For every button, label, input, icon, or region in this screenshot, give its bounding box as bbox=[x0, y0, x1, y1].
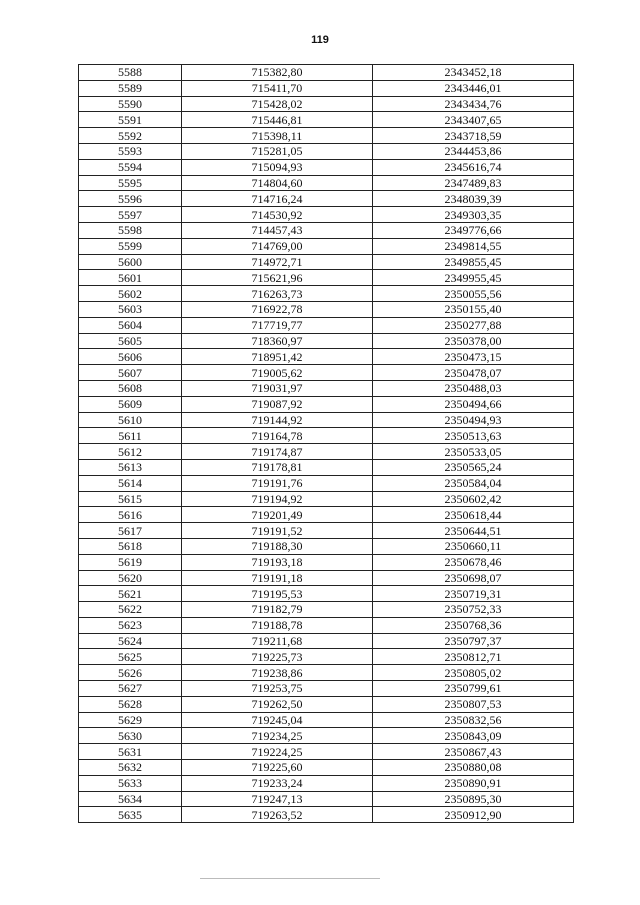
x-coordinate-cell: 719191,76 bbox=[182, 475, 373, 491]
table-row bbox=[79, 807, 574, 823]
y-coordinate-cell: 2350155,40 bbox=[373, 301, 574, 317]
table-row bbox=[79, 428, 574, 444]
x-coordinate-cell: 717719,77 bbox=[182, 317, 373, 333]
y-coordinate-cell: 2350719,31 bbox=[373, 586, 574, 602]
point-number-cell: 5611 bbox=[79, 428, 182, 444]
x-coordinate-cell: 719144,92 bbox=[182, 412, 373, 428]
table-row bbox=[79, 159, 574, 175]
y-coordinate-cell: 2343434,76 bbox=[373, 96, 574, 112]
y-coordinate-cell: 2350533,05 bbox=[373, 444, 574, 460]
point-number-cell: 5630 bbox=[79, 728, 182, 744]
point-number-cell: 5590 bbox=[79, 96, 182, 112]
point-number-cell: 5614 bbox=[79, 475, 182, 491]
point-number-cell: 5631 bbox=[79, 744, 182, 760]
point-number-cell: 5604 bbox=[79, 317, 182, 333]
y-coordinate-cell: 2350698,07 bbox=[373, 570, 574, 586]
table-row bbox=[79, 222, 574, 238]
table-row bbox=[79, 143, 574, 159]
table-row bbox=[79, 270, 574, 286]
y-coordinate-cell: 2350880,08 bbox=[373, 760, 574, 776]
point-number-cell: 5612 bbox=[79, 444, 182, 460]
table-row bbox=[79, 507, 574, 523]
x-coordinate-cell: 719225,60 bbox=[182, 760, 373, 776]
y-coordinate-cell: 2344453,86 bbox=[373, 143, 574, 159]
x-coordinate-cell: 714804,60 bbox=[182, 175, 373, 191]
coordinates-table-body bbox=[79, 65, 574, 823]
x-coordinate-cell: 714972,71 bbox=[182, 254, 373, 270]
y-coordinate-cell: 2343407,65 bbox=[373, 112, 574, 128]
point-number-cell: 5601 bbox=[79, 270, 182, 286]
x-coordinate-cell: 719174,87 bbox=[182, 444, 373, 460]
table-row bbox=[79, 791, 574, 807]
table-row bbox=[79, 775, 574, 791]
x-coordinate-cell: 718360,97 bbox=[182, 333, 373, 349]
y-coordinate-cell: 2347489,83 bbox=[373, 175, 574, 191]
y-coordinate-cell: 2350812,71 bbox=[373, 649, 574, 665]
table-row bbox=[79, 475, 574, 491]
x-coordinate-cell: 718951,42 bbox=[182, 349, 373, 365]
x-coordinate-cell: 719211,68 bbox=[182, 633, 373, 649]
table-row bbox=[79, 238, 574, 254]
y-coordinate-cell: 2350584,04 bbox=[373, 475, 574, 491]
y-coordinate-cell: 2349303,35 bbox=[373, 207, 574, 223]
x-coordinate-cell: 719201,49 bbox=[182, 507, 373, 523]
y-coordinate-cell: 2350890,91 bbox=[373, 775, 574, 791]
x-coordinate-cell: 715621,96 bbox=[182, 270, 373, 286]
point-number-cell: 5598 bbox=[79, 222, 182, 238]
y-coordinate-cell: 2349955,45 bbox=[373, 270, 574, 286]
point-number-cell: 5592 bbox=[79, 128, 182, 144]
x-coordinate-cell: 719194,92 bbox=[182, 491, 373, 507]
point-number-cell: 5635 bbox=[79, 807, 182, 823]
x-coordinate-cell: 715446,81 bbox=[182, 112, 373, 128]
table-row bbox=[79, 254, 574, 270]
point-number-cell: 5588 bbox=[79, 65, 182, 81]
y-coordinate-cell: 2348039,39 bbox=[373, 191, 574, 207]
point-number-cell: 5594 bbox=[79, 159, 182, 175]
y-coordinate-cell: 2350895,30 bbox=[373, 791, 574, 807]
table-row bbox=[79, 349, 574, 365]
point-number-cell: 5609 bbox=[79, 396, 182, 412]
y-coordinate-cell: 2350478,07 bbox=[373, 365, 574, 381]
x-coordinate-cell: 715094,93 bbox=[182, 159, 373, 175]
point-number-cell: 5633 bbox=[79, 775, 182, 791]
table-row bbox=[79, 554, 574, 570]
x-coordinate-cell: 715281,05 bbox=[182, 143, 373, 159]
y-coordinate-cell: 2350912,90 bbox=[373, 807, 574, 823]
x-coordinate-cell: 714530,92 bbox=[182, 207, 373, 223]
point-number-cell: 5625 bbox=[79, 649, 182, 665]
x-coordinate-cell: 714457,43 bbox=[182, 222, 373, 238]
x-coordinate-cell: 719193,18 bbox=[182, 554, 373, 570]
table-row bbox=[79, 760, 574, 776]
point-number-cell: 5591 bbox=[79, 112, 182, 128]
x-coordinate-cell: 719225,73 bbox=[182, 649, 373, 665]
table-row bbox=[79, 665, 574, 681]
table-row bbox=[79, 191, 574, 207]
y-coordinate-cell: 2350832,56 bbox=[373, 712, 574, 728]
point-number-cell: 5618 bbox=[79, 538, 182, 554]
x-coordinate-cell: 719178,81 bbox=[182, 459, 373, 475]
table-row bbox=[79, 617, 574, 633]
y-coordinate-cell: 2350768,36 bbox=[373, 617, 574, 633]
point-number-cell: 5629 bbox=[79, 712, 182, 728]
y-coordinate-cell: 2350378,00 bbox=[373, 333, 574, 349]
x-coordinate-cell: 719262,50 bbox=[182, 696, 373, 712]
x-coordinate-cell: 719188,78 bbox=[182, 617, 373, 633]
y-coordinate-cell: 2350843,09 bbox=[373, 728, 574, 744]
x-coordinate-cell: 716922,78 bbox=[182, 301, 373, 317]
y-coordinate-cell: 2343718,59 bbox=[373, 128, 574, 144]
y-coordinate-cell: 2350867,43 bbox=[373, 744, 574, 760]
y-coordinate-cell: 2350494,93 bbox=[373, 412, 574, 428]
table-row bbox=[79, 128, 574, 144]
point-number-cell: 5605 bbox=[79, 333, 182, 349]
x-coordinate-cell: 715428,02 bbox=[182, 96, 373, 112]
table-row bbox=[79, 570, 574, 586]
point-number-cell: 5603 bbox=[79, 301, 182, 317]
x-coordinate-cell: 719253,75 bbox=[182, 681, 373, 697]
y-coordinate-cell: 2350602,42 bbox=[373, 491, 574, 507]
table-row bbox=[79, 444, 574, 460]
table-row bbox=[79, 365, 574, 381]
point-number-cell: 5608 bbox=[79, 380, 182, 396]
x-coordinate-cell: 716263,73 bbox=[182, 286, 373, 302]
y-coordinate-cell: 2350797,37 bbox=[373, 633, 574, 649]
table-row bbox=[79, 175, 574, 191]
point-number-cell: 5602 bbox=[79, 286, 182, 302]
y-coordinate-cell: 2349776,66 bbox=[373, 222, 574, 238]
point-number-cell: 5606 bbox=[79, 349, 182, 365]
table-row bbox=[79, 538, 574, 554]
x-coordinate-cell: 719164,78 bbox=[182, 428, 373, 444]
point-number-cell: 5600 bbox=[79, 254, 182, 270]
point-number-cell: 5619 bbox=[79, 554, 182, 570]
y-coordinate-cell: 2343452,18 bbox=[373, 65, 574, 81]
y-coordinate-cell: 2350494,66 bbox=[373, 396, 574, 412]
point-number-cell: 5616 bbox=[79, 507, 182, 523]
point-number-cell: 5620 bbox=[79, 570, 182, 586]
page-number: 119 bbox=[311, 34, 329, 46]
x-coordinate-cell: 719234,25 bbox=[182, 728, 373, 744]
point-number-cell: 5632 bbox=[79, 760, 182, 776]
table-row bbox=[79, 712, 574, 728]
table-row bbox=[79, 396, 574, 412]
y-coordinate-cell: 2350644,51 bbox=[373, 523, 574, 539]
point-number-cell: 5610 bbox=[79, 412, 182, 428]
table-row bbox=[79, 96, 574, 112]
y-coordinate-cell: 2350807,53 bbox=[373, 696, 574, 712]
x-coordinate-cell: 714716,24 bbox=[182, 191, 373, 207]
table-row bbox=[79, 523, 574, 539]
y-coordinate-cell: 2350565,24 bbox=[373, 459, 574, 475]
y-coordinate-cell: 2349855,45 bbox=[373, 254, 574, 270]
x-coordinate-cell: 719188,30 bbox=[182, 538, 373, 554]
x-coordinate-cell: 719087,92 bbox=[182, 396, 373, 412]
point-number-cell: 5622 bbox=[79, 602, 182, 618]
table-row bbox=[79, 728, 574, 744]
table-row bbox=[79, 286, 574, 302]
y-coordinate-cell: 2350678,46 bbox=[373, 554, 574, 570]
table-row bbox=[79, 317, 574, 333]
table-row bbox=[79, 649, 574, 665]
point-number-cell: 5624 bbox=[79, 633, 182, 649]
point-number-cell: 5597 bbox=[79, 207, 182, 223]
y-coordinate-cell: 2350799,61 bbox=[373, 681, 574, 697]
point-number-cell: 5613 bbox=[79, 459, 182, 475]
y-coordinate-cell: 2350805,02 bbox=[373, 665, 574, 681]
x-coordinate-cell: 715398,11 bbox=[182, 128, 373, 144]
table-row bbox=[79, 65, 574, 81]
x-coordinate-cell: 719182,79 bbox=[182, 602, 373, 618]
point-number-cell: 5615 bbox=[79, 491, 182, 507]
x-coordinate-cell: 719195,53 bbox=[182, 586, 373, 602]
point-number-cell: 5621 bbox=[79, 586, 182, 602]
point-number-cell: 5623 bbox=[79, 617, 182, 633]
point-number-cell: 5617 bbox=[79, 523, 182, 539]
y-coordinate-cell: 2350618,44 bbox=[373, 507, 574, 523]
table-row bbox=[79, 301, 574, 317]
point-number-cell: 5627 bbox=[79, 681, 182, 697]
x-coordinate-cell: 714769,00 bbox=[182, 238, 373, 254]
point-number-cell: 5593 bbox=[79, 143, 182, 159]
x-coordinate-cell: 719191,18 bbox=[182, 570, 373, 586]
table-row bbox=[79, 744, 574, 760]
y-coordinate-cell: 2345616,74 bbox=[373, 159, 574, 175]
point-number-cell: 5607 bbox=[79, 365, 182, 381]
y-coordinate-cell: 2343446,01 bbox=[373, 80, 574, 96]
x-coordinate-cell: 719233,24 bbox=[182, 775, 373, 791]
x-coordinate-cell: 719005,62 bbox=[182, 365, 373, 381]
table-row bbox=[79, 696, 574, 712]
x-coordinate-cell: 719263,52 bbox=[182, 807, 373, 823]
table-row bbox=[79, 459, 574, 475]
x-coordinate-cell: 719245,04 bbox=[182, 712, 373, 728]
x-coordinate-cell: 719224,25 bbox=[182, 744, 373, 760]
x-coordinate-cell: 715382,80 bbox=[182, 65, 373, 81]
table-row bbox=[79, 112, 574, 128]
y-coordinate-cell: 2350488,03 bbox=[373, 380, 574, 396]
point-number-cell: 5634 bbox=[79, 791, 182, 807]
table-row bbox=[79, 412, 574, 428]
y-coordinate-cell: 2350473,15 bbox=[373, 349, 574, 365]
x-coordinate-cell: 719191,52 bbox=[182, 523, 373, 539]
table-row bbox=[79, 80, 574, 96]
table-row bbox=[79, 633, 574, 649]
x-coordinate-cell: 715411,70 bbox=[182, 80, 373, 96]
y-coordinate-cell: 2350752,33 bbox=[373, 602, 574, 618]
x-coordinate-cell: 719247,13 bbox=[182, 791, 373, 807]
point-number-cell: 5599 bbox=[79, 238, 182, 254]
table-row bbox=[79, 681, 574, 697]
table-row bbox=[79, 586, 574, 602]
coordinates-table bbox=[78, 64, 574, 823]
y-coordinate-cell: 2350055,56 bbox=[373, 286, 574, 302]
y-coordinate-cell: 2350513,63 bbox=[373, 428, 574, 444]
point-number-cell: 5589 bbox=[79, 80, 182, 96]
x-coordinate-cell: 719031,97 bbox=[182, 380, 373, 396]
table-row bbox=[79, 380, 574, 396]
x-coordinate-cell: 719238,86 bbox=[182, 665, 373, 681]
table-row bbox=[79, 333, 574, 349]
y-coordinate-cell: 2350277,88 bbox=[373, 317, 574, 333]
y-coordinate-cell: 2349814,55 bbox=[373, 238, 574, 254]
table-row bbox=[79, 491, 574, 507]
point-number-cell: 5596 bbox=[79, 191, 182, 207]
bottom-rule bbox=[200, 878, 380, 879]
table-row bbox=[79, 602, 574, 618]
point-number-cell: 5595 bbox=[79, 175, 182, 191]
table-row bbox=[79, 207, 574, 223]
y-coordinate-cell: 2350660,11 bbox=[373, 538, 574, 554]
point-number-cell: 5626 bbox=[79, 665, 182, 681]
point-number-cell: 5628 bbox=[79, 696, 182, 712]
